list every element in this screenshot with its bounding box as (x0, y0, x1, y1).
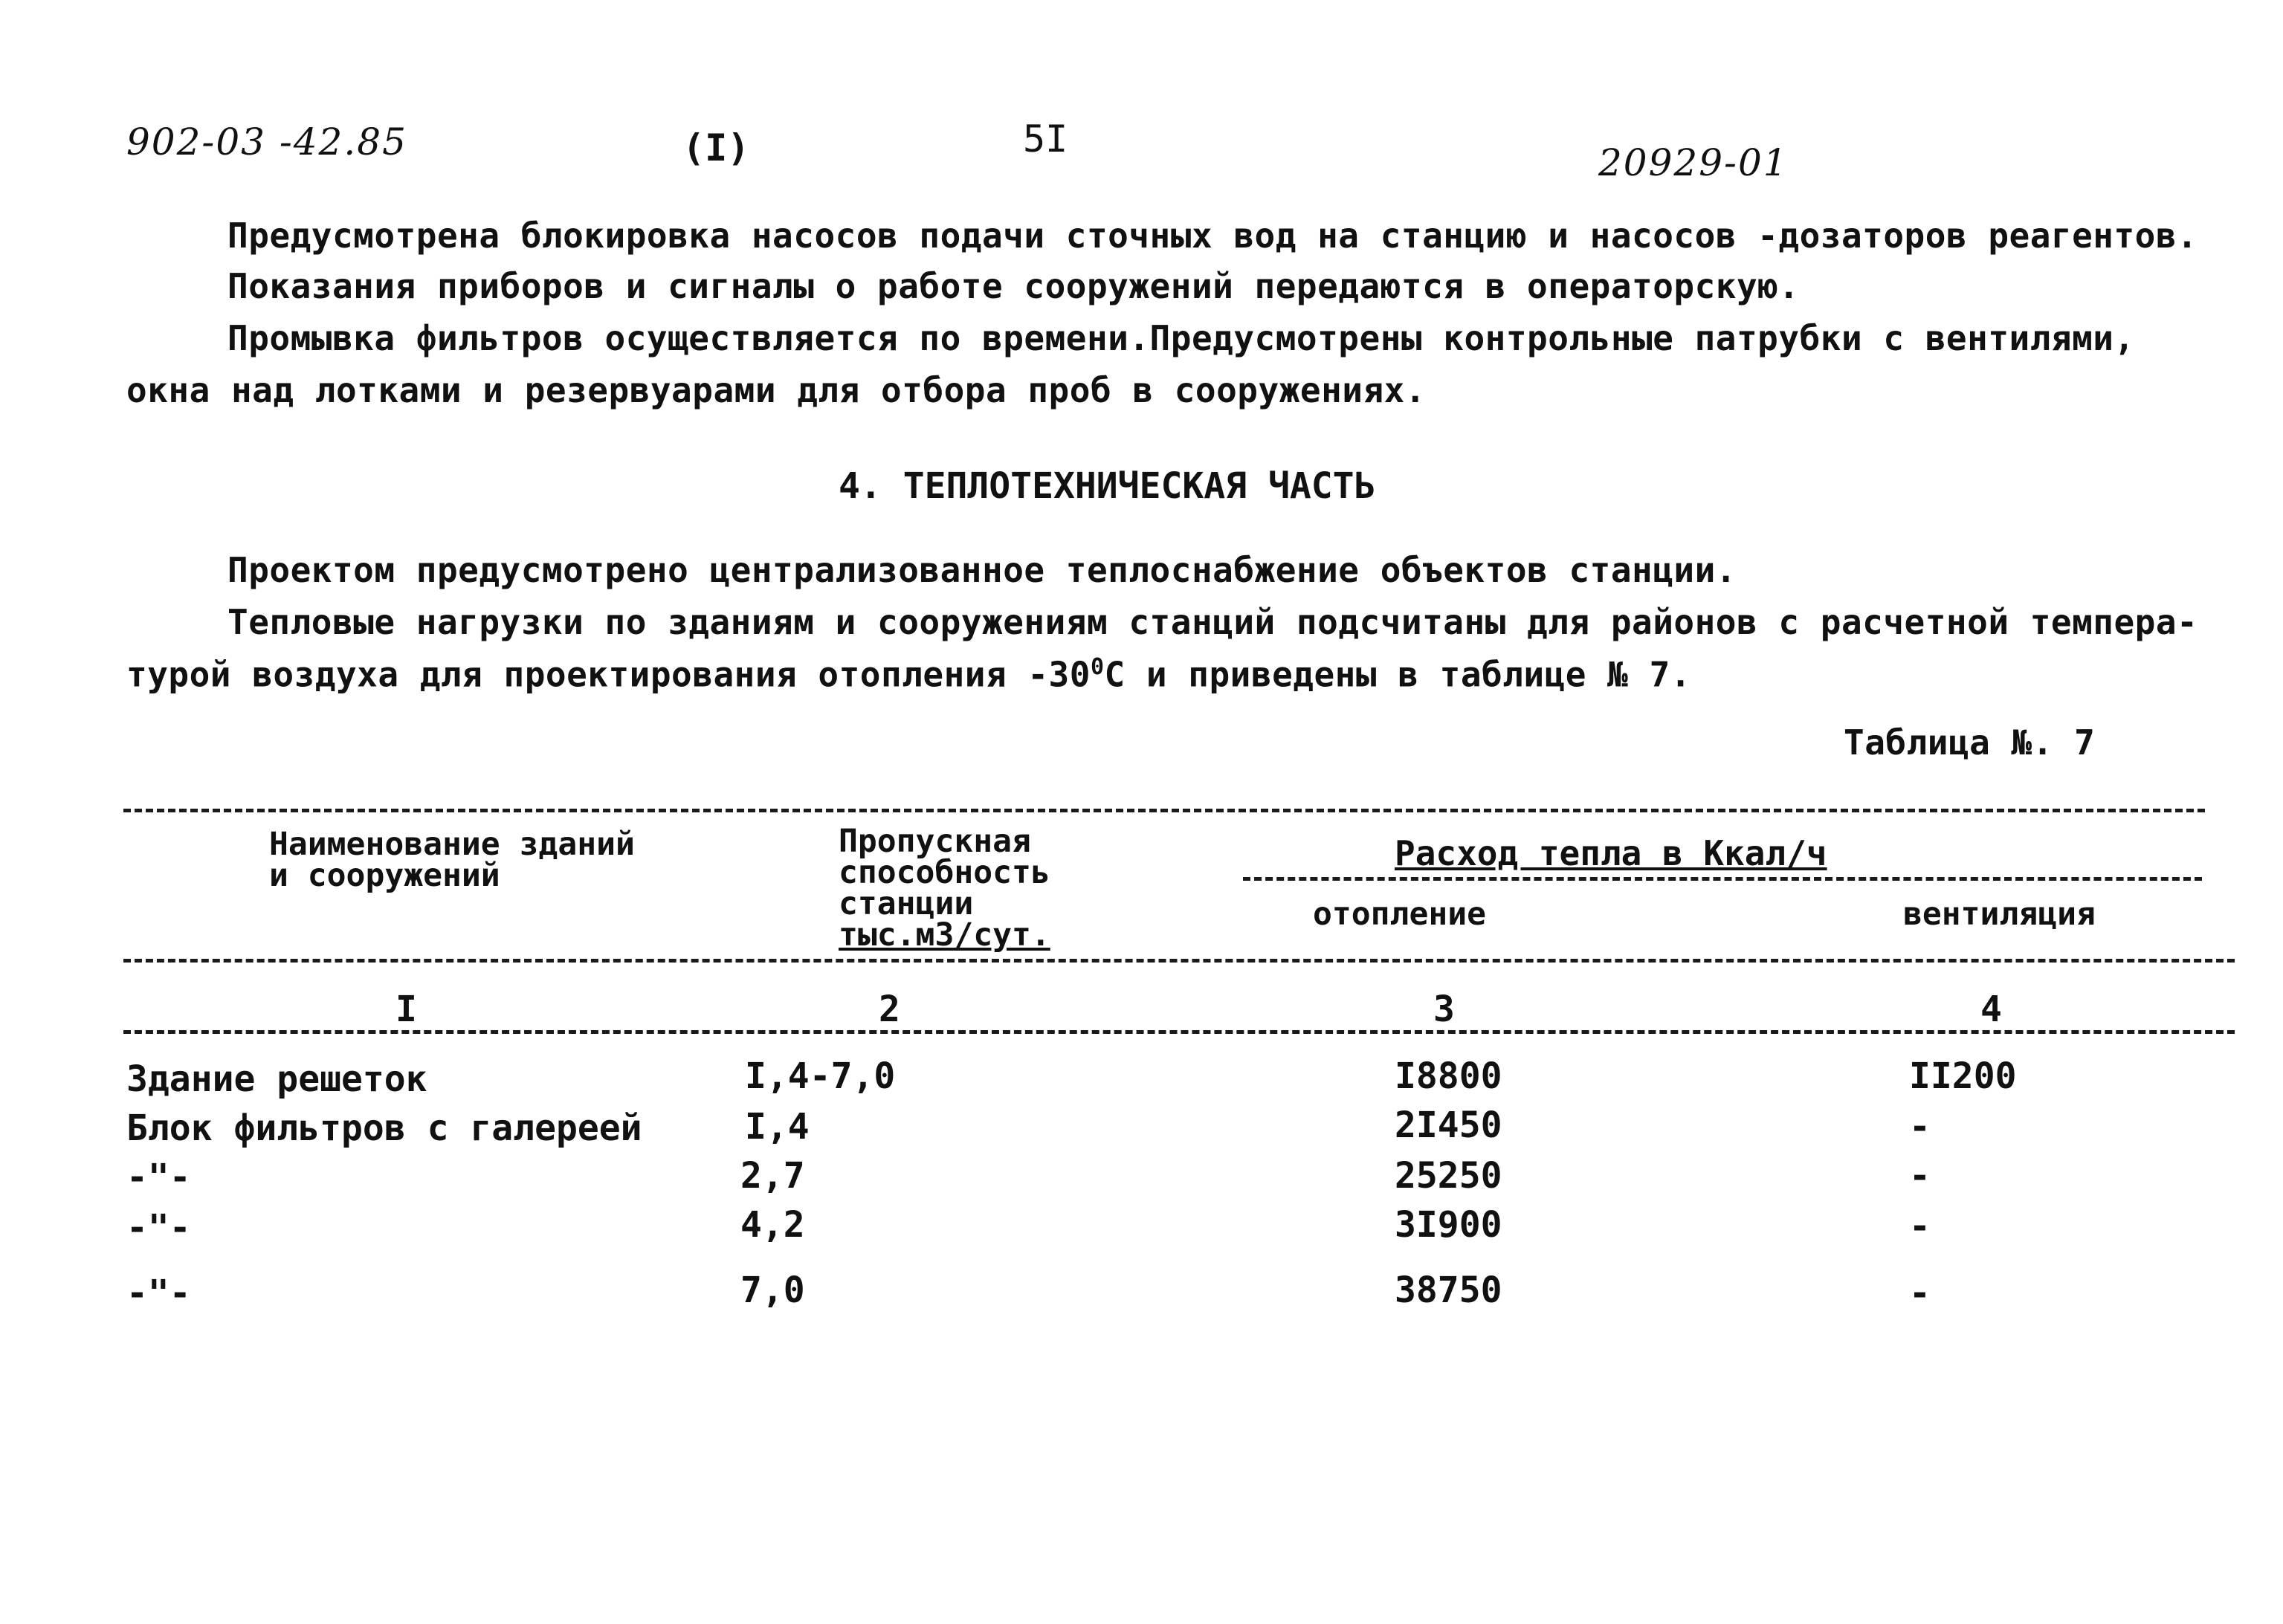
header-ventilation: вентиляция (1903, 896, 2096, 933)
column-number-2: 2 (879, 989, 900, 1030)
header-heating: отопление (1313, 896, 1486, 933)
archive-number: 20929-01 (1598, 141, 1789, 184)
header-capacity-line-3: станции (839, 885, 974, 922)
header-heat-group: Расход тепла в Ккал/ч (1395, 833, 1827, 873)
table-row-1-ventilation: II200 (1909, 1055, 2017, 1097)
section-line-3a: турой воздуха для проектирования отопления -30 (126, 654, 1091, 695)
table-caption: Таблица №. 7 (1844, 722, 2096, 763)
table-row-2-heating: 2I450 (1395, 1104, 1502, 1146)
table-row-2-capacity: I,4 (745, 1106, 810, 1148)
table-row-2-ventilation: - (1909, 1106, 1931, 1148)
section-line-1: Проектом предусмотрено централизованное теплоснабжение объектов станции. (227, 550, 1737, 590)
table-row-1-capacity: I,4-7,0 (745, 1055, 896, 1097)
table-row-3-capacity: 2,7 (740, 1155, 805, 1197)
header-capacity-line-4: тыс.м3/сут. (839, 916, 1050, 954)
page-number: 5I (1023, 117, 1068, 161)
section-title: 4. ТЕПЛОТЕХНИЧЕСКАЯ ЧАСТЬ (839, 465, 1376, 507)
paragraph-line-1: Предусмотрена блокировка насосов подачи сточных вод на станцию и насосов -дозаторов реагентов. (227, 216, 2198, 256)
column-number-1: I (395, 989, 417, 1030)
paragraph-line-3: Промывка фильтров осуществляется по времени.Предусмотрены контрольные патрубки с вентилями, (227, 318, 2135, 358)
table-row-3-name: -"- (126, 1156, 191, 1198)
header-capacity-line-1: Пропускная (839, 823, 1031, 860)
column-number-3: 3 (1433, 989, 1455, 1030)
section-line-3 (126, 654, 1691, 694)
table-row-4-capacity: 4,2 (740, 1204, 805, 1246)
section-line-2: Тепловые нагрузки по зданиям и сооружениям станций подсчитаны для районов с расчетной темпера- (227, 602, 2198, 642)
document-code: 902-03 -42.85 (126, 120, 407, 164)
heat-group-rule (1243, 877, 2202, 881)
header-name-line-1: Наименование зданий (269, 826, 635, 863)
section-line-3b: С и приведены в таблице № 7. (1104, 654, 1691, 695)
table-row-1-name: Здание решеток (126, 1058, 427, 1100)
volume-number: (I) (682, 126, 750, 169)
table-row-4-name: -"- (126, 1207, 191, 1249)
table-row-3-ventilation: - (1909, 1155, 1931, 1197)
table-row-4-heating: 3I900 (1395, 1204, 1502, 1246)
paragraph-line-4: окна над лотками и резервуарами для отбора проб в сооружениях. (126, 370, 1427, 410)
column-numbers-rule (123, 1030, 2235, 1034)
column-number-4: 4 (1980, 989, 2002, 1030)
table-row-2-name: Блок фильтров с галереей (126, 1107, 642, 1149)
paragraph-line-2: Показания приборов и сигналы о работе сооружений передаются в операторскую. (227, 266, 1800, 306)
table-row-5-heating: 38750 (1395, 1269, 1502, 1311)
table-row-3-heating: 25250 (1395, 1155, 1502, 1197)
table-row-1-heating: I8800 (1395, 1055, 1502, 1097)
table-row-5-capacity: 7,0 (740, 1269, 805, 1311)
table-top-rule (123, 809, 2205, 812)
header-capacity-line-2: способность (839, 854, 1050, 891)
header-bottom-rule (123, 959, 2235, 963)
table-row-4-ventilation: - (1909, 1206, 1931, 1247)
degree-mark: 0 (1090, 654, 1105, 680)
header-name-line-2: и сооружений (269, 857, 500, 894)
table-row-5-ventilation: - (1909, 1272, 1931, 1314)
table-row-5-name: -"- (126, 1272, 191, 1314)
